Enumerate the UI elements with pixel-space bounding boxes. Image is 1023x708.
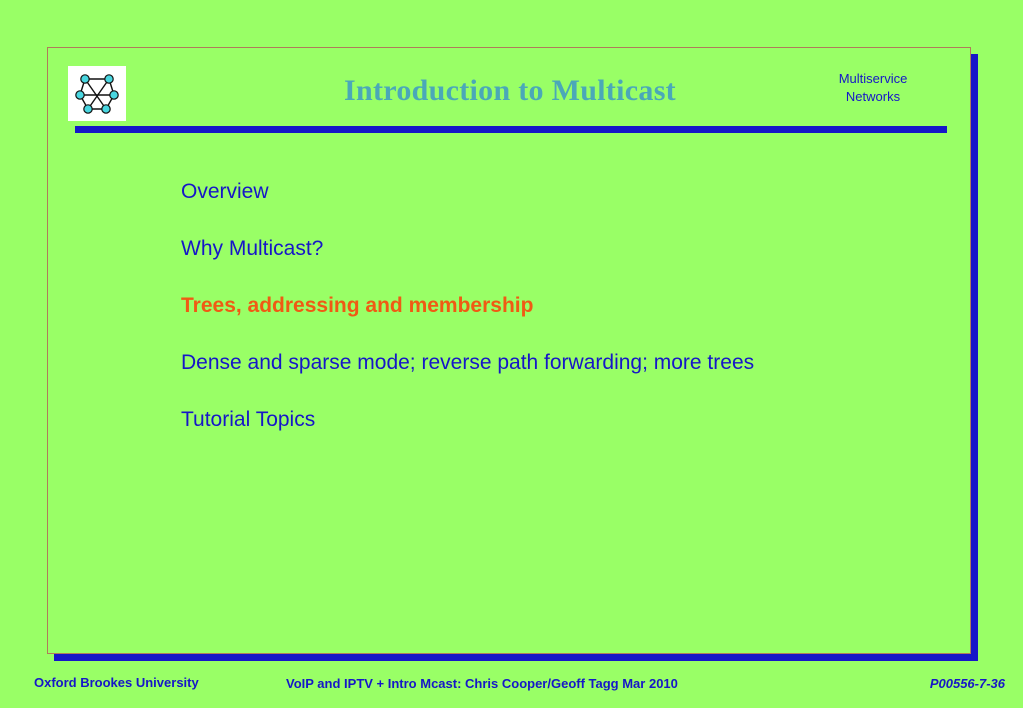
footer-institution: Oxford Brookes University bbox=[34, 675, 199, 690]
corner-brand-label bbox=[783, 70, 963, 106]
page-title: Introduction to Multicast bbox=[344, 74, 676, 107]
network-nodes-icon bbox=[68, 66, 126, 121]
list-item: Overview bbox=[181, 180, 269, 203]
agenda-list bbox=[181, 178, 941, 463]
corner-brand-line2: Networks bbox=[845, 89, 901, 104]
slide-frame-shadow-right bbox=[971, 54, 978, 661]
list-item: Trees, addressing and membership bbox=[181, 294, 534, 317]
corner-brand-line1: Multiservice bbox=[838, 71, 908, 86]
list-item: Why Multicast? bbox=[181, 237, 324, 260]
list-item: Tutorial Topics bbox=[181, 408, 316, 431]
footer-course-info: VoIP and IPTV + Intro Mcast: Chris Cooper/Geoff Tagg Mar 2010 bbox=[286, 676, 678, 691]
slide-frame-shadow-bottom bbox=[54, 654, 978, 661]
list-item: Dense and sparse mode; reverse path forwarding; more trees bbox=[181, 351, 755, 374]
title-divider bbox=[75, 126, 947, 133]
footer-document-code: P00556-7-36 bbox=[929, 676, 1005, 691]
